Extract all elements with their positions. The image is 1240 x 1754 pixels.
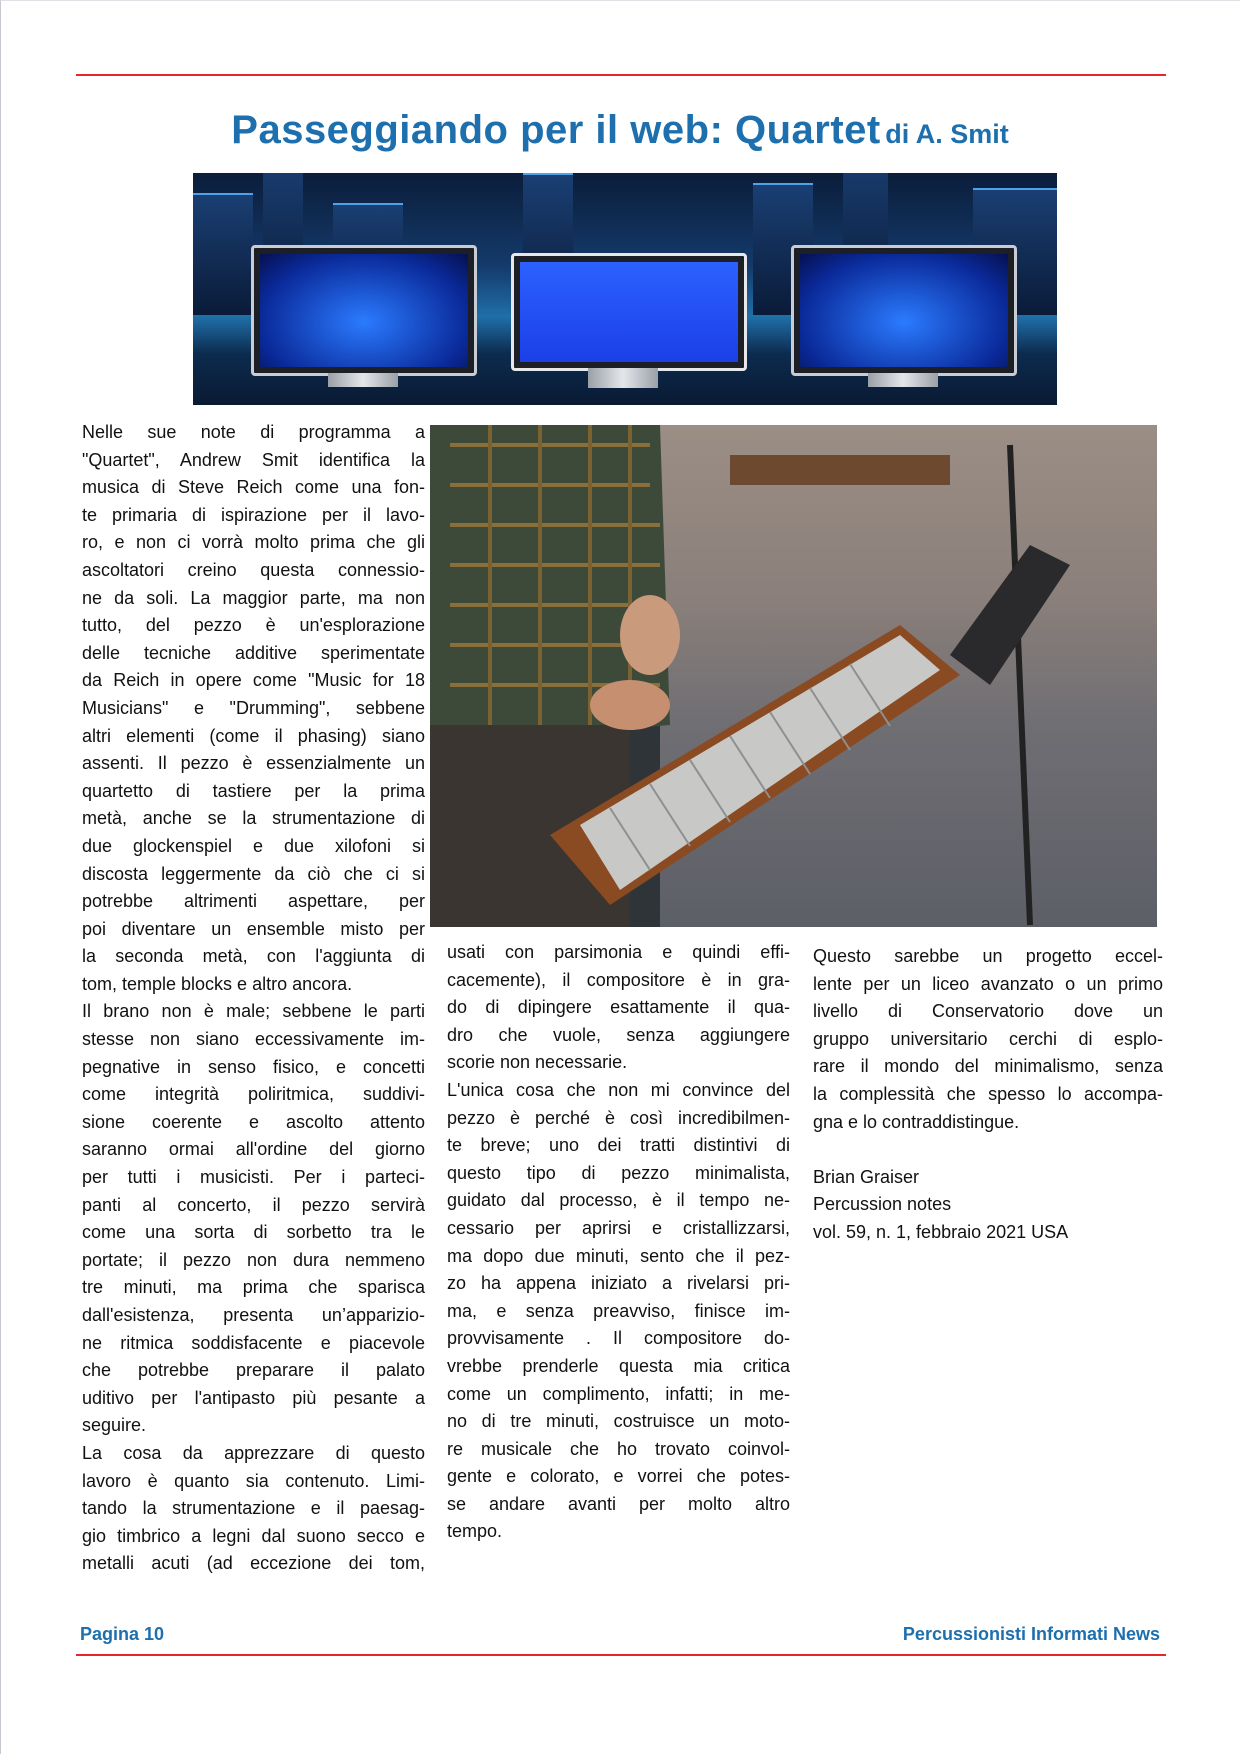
text-line: vol. 59, n. 1, febbraio 2021 USA bbox=[813, 1221, 1069, 1242]
glockenspiel-photo bbox=[430, 425, 1157, 927]
text-line: come una sorta di sorbetto tra le bbox=[82, 1222, 425, 1243]
text-line: re musicale che ho trovato coinvol- bbox=[447, 1438, 790, 1459]
text-line: te breve; uno dei tratti distintivi di bbox=[447, 1135, 790, 1156]
banner-image bbox=[193, 173, 1057, 405]
text-line: la seconda metà, con l'aggiunta di bbox=[82, 946, 425, 967]
text-line: tom, temple blocks e altro ancora. bbox=[82, 973, 353, 994]
article-column-2 bbox=[447, 939, 790, 1546]
text-line: La cosa da apprezzare di questo bbox=[82, 1442, 425, 1463]
text-line: lente per un liceo avanzato o un primo bbox=[813, 973, 1163, 994]
text-line: la complessità che spesso lo accompa- bbox=[813, 1083, 1163, 1104]
text-line: Musicians" e "Drumming", sebbene bbox=[82, 697, 425, 718]
text-line: seguire. bbox=[82, 1415, 147, 1436]
text-line: potrebbe altrimenti aspettare, per bbox=[82, 891, 425, 912]
text-line: assenti. Il pezzo è essenzialmente un bbox=[82, 753, 425, 774]
paragraph bbox=[447, 939, 790, 1077]
text-line: uditivo per l'antipasto più pesante a bbox=[82, 1387, 425, 1408]
text-line: altri elementi (come il phasing) siano bbox=[82, 725, 425, 746]
article-column-1 bbox=[82, 419, 425, 1578]
text-line: ma, e senza preavviso, finisce im- bbox=[447, 1300, 790, 1321]
article-column-3 bbox=[813, 943, 1163, 1247]
text-line: da Reich in opere come "Music for 18 bbox=[82, 670, 425, 691]
text-line: questo tipo di pezzo minimalista, bbox=[447, 1162, 790, 1183]
text-line: vrebbe prenderle questa mia critica bbox=[447, 1355, 790, 1376]
text-line: scorie non necessarie. bbox=[447, 1052, 628, 1073]
text-line: "Quartet", Andrew Smit identifica la bbox=[82, 449, 425, 470]
paragraph bbox=[813, 1136, 1163, 1246]
text-line: dall'esistenza, presenta un’apparizio- bbox=[82, 1305, 425, 1325]
text-line: tutto, del pezzo è un'esplorazione bbox=[82, 615, 425, 636]
header-rule bbox=[76, 74, 1166, 76]
text-line: sione coerente e ascolto attento bbox=[82, 1111, 425, 1132]
text-line: zo ha appena iniziato a rivelarsi pri- bbox=[447, 1273, 790, 1294]
text-line: do di dipingere esattamente il qua- bbox=[447, 997, 790, 1018]
text-line: ascoltatori creino questa connessio- bbox=[82, 559, 425, 580]
article-title bbox=[0, 108, 1240, 153]
text-line: dro che vuole, senza aggiungere bbox=[447, 1024, 790, 1045]
text-line: come un complimento, infatti; in me- bbox=[447, 1383, 790, 1404]
paragraph bbox=[82, 1440, 425, 1578]
text-line: Questo sarebbe un progetto eccel- bbox=[813, 946, 1163, 966]
text-line: due glockenspiel e due xilofoni si bbox=[82, 835, 425, 856]
text-line: portate; il pezzo non dura nemmeno bbox=[82, 1249, 425, 1270]
text-line: delle tecniche additive sperimentate bbox=[82, 642, 425, 663]
text-line: guidato dal processo, è il tempo ne- bbox=[447, 1190, 790, 1211]
text-line: tando la strumentazione e il paesag- bbox=[82, 1498, 425, 1519]
paragraph bbox=[813, 943, 1163, 1136]
text-line: se andare avanti per molto altro bbox=[447, 1493, 790, 1514]
text-line: tre minuti, ma prima che sparisca bbox=[82, 1277, 425, 1298]
text-line: saranno ormai all'ordine del giorno bbox=[82, 1139, 425, 1160]
text-line: gruppo universitario cerchi di esplo- bbox=[813, 1028, 1163, 1049]
text-line: per tutti i musicisti. Per i parteci- bbox=[82, 1167, 425, 1188]
text-line: musica di Steve Reich come una fon- bbox=[82, 477, 425, 498]
text-line: gna e lo contraddistingue. bbox=[813, 1111, 1020, 1132]
paragraph bbox=[82, 998, 425, 1440]
text-line: come integrità poliritmica, suddivi- bbox=[82, 1084, 425, 1105]
text-line: metalli acuti (ad eccezione dei tom, bbox=[82, 1553, 425, 1574]
text-line: che potrebbe preparare il palato bbox=[82, 1360, 425, 1381]
page-number: Pagina 10 bbox=[80, 1624, 165, 1644]
text-line: tempo. bbox=[447, 1521, 503, 1542]
text-line: pegnative in senso fisico, e concetti bbox=[82, 1056, 425, 1077]
byline: di A. Smit bbox=[885, 119, 1009, 149]
text-line: provvisamente . Il compositore do- bbox=[447, 1328, 790, 1349]
text-line: Nelle sue note di programma a bbox=[82, 422, 425, 442]
text-line: Il brano non è male; sebbene le parti bbox=[82, 1001, 425, 1022]
text-line: ro, e non ci vorrà molto prima che gli bbox=[82, 532, 425, 553]
text-line: metà, anche se la strumentazione di bbox=[82, 808, 425, 829]
text-line: Percussion notes bbox=[813, 1194, 952, 1215]
title-text: Passeggiando per il web: Quartet bbox=[231, 108, 881, 152]
paragraph bbox=[82, 419, 425, 998]
text-line: quartetto di tastiere per la prima bbox=[82, 780, 425, 801]
text-line: livello di Conservatorio dove un bbox=[813, 1001, 1163, 1022]
text-line: ne ritmica soddisfacente e piacevole bbox=[82, 1332, 425, 1353]
text-line: Brian Graiser bbox=[813, 1166, 920, 1187]
text-line: discosta leggermente da ciò che ci si bbox=[82, 863, 425, 884]
text-line: cacemente), il compositore è in gra- bbox=[447, 969, 790, 990]
text-line: gente e colorato, e vorrei che potes- bbox=[447, 1466, 790, 1487]
text-line: ne da soli. La maggior parte, ma non bbox=[82, 587, 425, 608]
text-line: pezzo è perché è così incredibilmen- bbox=[447, 1107, 790, 1128]
text-line: cessario per aprirsi e cristallizzarsi, bbox=[447, 1217, 790, 1238]
text-line: ma dopo due minuti, sento che il pez- bbox=[447, 1245, 790, 1266]
text-line: poi diventare un ensemble misto per bbox=[82, 918, 425, 939]
text-line: L'unica cosa che non mi convince del bbox=[447, 1079, 790, 1100]
paragraph bbox=[447, 1077, 790, 1546]
text-line: panti al concerto, il pezzo servirà bbox=[82, 1194, 425, 1215]
publication-name: Percussionisti Informati News bbox=[902, 1624, 1160, 1644]
text-line: lavoro è quanto sia contenuto. Limi- bbox=[82, 1470, 425, 1491]
footer-rule bbox=[76, 1654, 1166, 1656]
text-line: no di tre minuti, costruisce un moto- bbox=[447, 1411, 790, 1432]
text-line: usati con parsimonia e quindi effi- bbox=[447, 942, 790, 962]
text-line: rare il mondo del minimalismo, senza bbox=[813, 1056, 1163, 1077]
text-line: stesse non siano eccessivamente im- bbox=[82, 1029, 425, 1050]
text-line: gio timbrico a legni dal suono secco e bbox=[82, 1525, 425, 1546]
text-line: te primaria di ispirazione per il lavo- bbox=[82, 504, 425, 525]
